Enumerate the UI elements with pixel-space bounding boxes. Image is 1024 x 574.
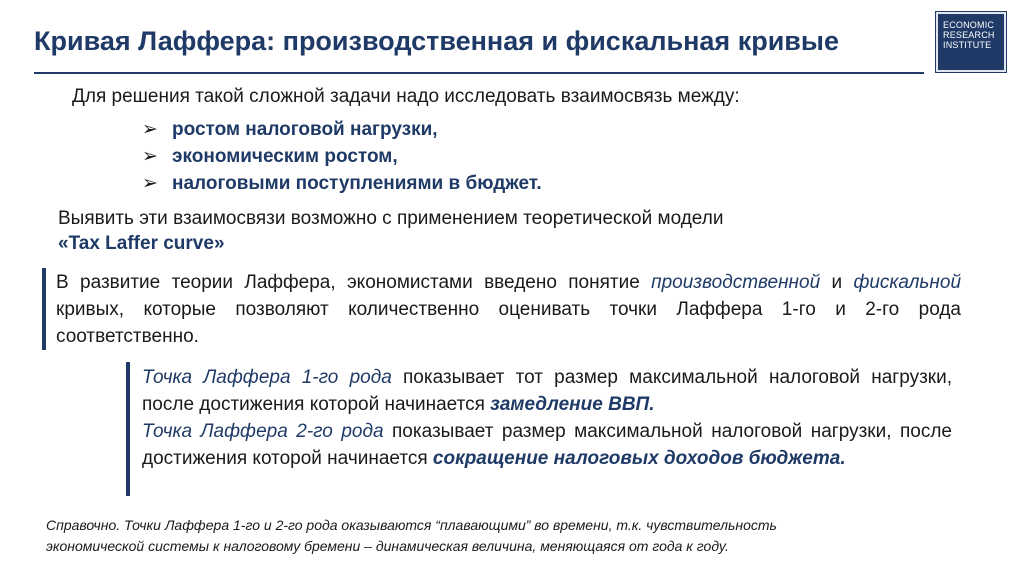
- production-term: производственной: [651, 272, 821, 293]
- quote-bar: [126, 362, 130, 496]
- theory-paragraph: [56, 269, 961, 350]
- bullet-text: экономическим ростом,: [172, 146, 398, 167]
- para-text: кривых, которые позволяют количественно оценивать точки Лаффера 1-го и 2-го рода соответственно.: [56, 299, 961, 347]
- para-text: В развитие теории Лаффера, экономистами введено понятие: [56, 272, 652, 293]
- point-1-definition: [142, 364, 952, 418]
- point-2-result: сокращение налоговых доходов бюджета.: [432, 448, 846, 469]
- point-2-text: показывает размер максимальной налоговой нагрузки, после достижения которой начинается: [142, 421, 952, 469]
- model-intro-text: Выявить эти взаимосвязи возможно с применением теоретической модели: [58, 208, 724, 229]
- point-1-result: замедление ВВП.: [490, 394, 655, 415]
- logo-line-2: RESEARCH: [943, 30, 995, 40]
- arrow-bullet-icon: ➢: [142, 173, 158, 194]
- list-item: [142, 116, 542, 143]
- title-underline: [34, 72, 924, 74]
- institute-logo: [936, 12, 1006, 72]
- reference-note: [46, 515, 777, 557]
- quote-bar: [42, 268, 46, 350]
- logo-line-1: ECONOMIC: [943, 20, 995, 30]
- intro-text: Для решения такой сложной задачи надо исследовать взаимосвязь между:: [72, 86, 740, 107]
- note-line-2: экономической системы к налоговому бремени – динамическая величина, меняющаяся от года к году.: [46, 538, 729, 554]
- model-paragraph: [58, 206, 723, 256]
- point-2-term: Точка Лаффера 2-го рода: [142, 421, 384, 442]
- model-name: «Tax Laffer curve»: [58, 233, 225, 254]
- list-item: [142, 170, 542, 197]
- logo-line-3: INSTITUTE: [943, 40, 992, 50]
- bullet-text: налоговыми поступлениями в бюджет.: [172, 173, 542, 194]
- point-1-text: показывает тот размер максимальной налоговой нагрузки, после достижения которой начинается: [142, 367, 952, 415]
- bullet-text: ростом налоговой нагрузки,: [172, 119, 438, 140]
- laffer-points-paragraph: [142, 364, 952, 472]
- arrow-bullet-icon: ➢: [142, 146, 158, 167]
- para-text: и: [820, 272, 854, 293]
- fiscal-term: фискальной: [853, 272, 962, 293]
- point-2-definition: [142, 418, 952, 472]
- note-line-1: Справочно. Точки Лаффера 1-го и 2-го рода оказываются “плавающими” во времени, т.к. чувствительность: [46, 517, 777, 533]
- slide-title: Кривая Лаффера: производственная и фискальная кривые: [34, 26, 839, 56]
- point-1-term: Точка Лаффера 1-го рода: [142, 367, 392, 388]
- bullet-list: [142, 116, 542, 197]
- list-item: [142, 143, 542, 170]
- arrow-bullet-icon: ➢: [142, 119, 158, 140]
